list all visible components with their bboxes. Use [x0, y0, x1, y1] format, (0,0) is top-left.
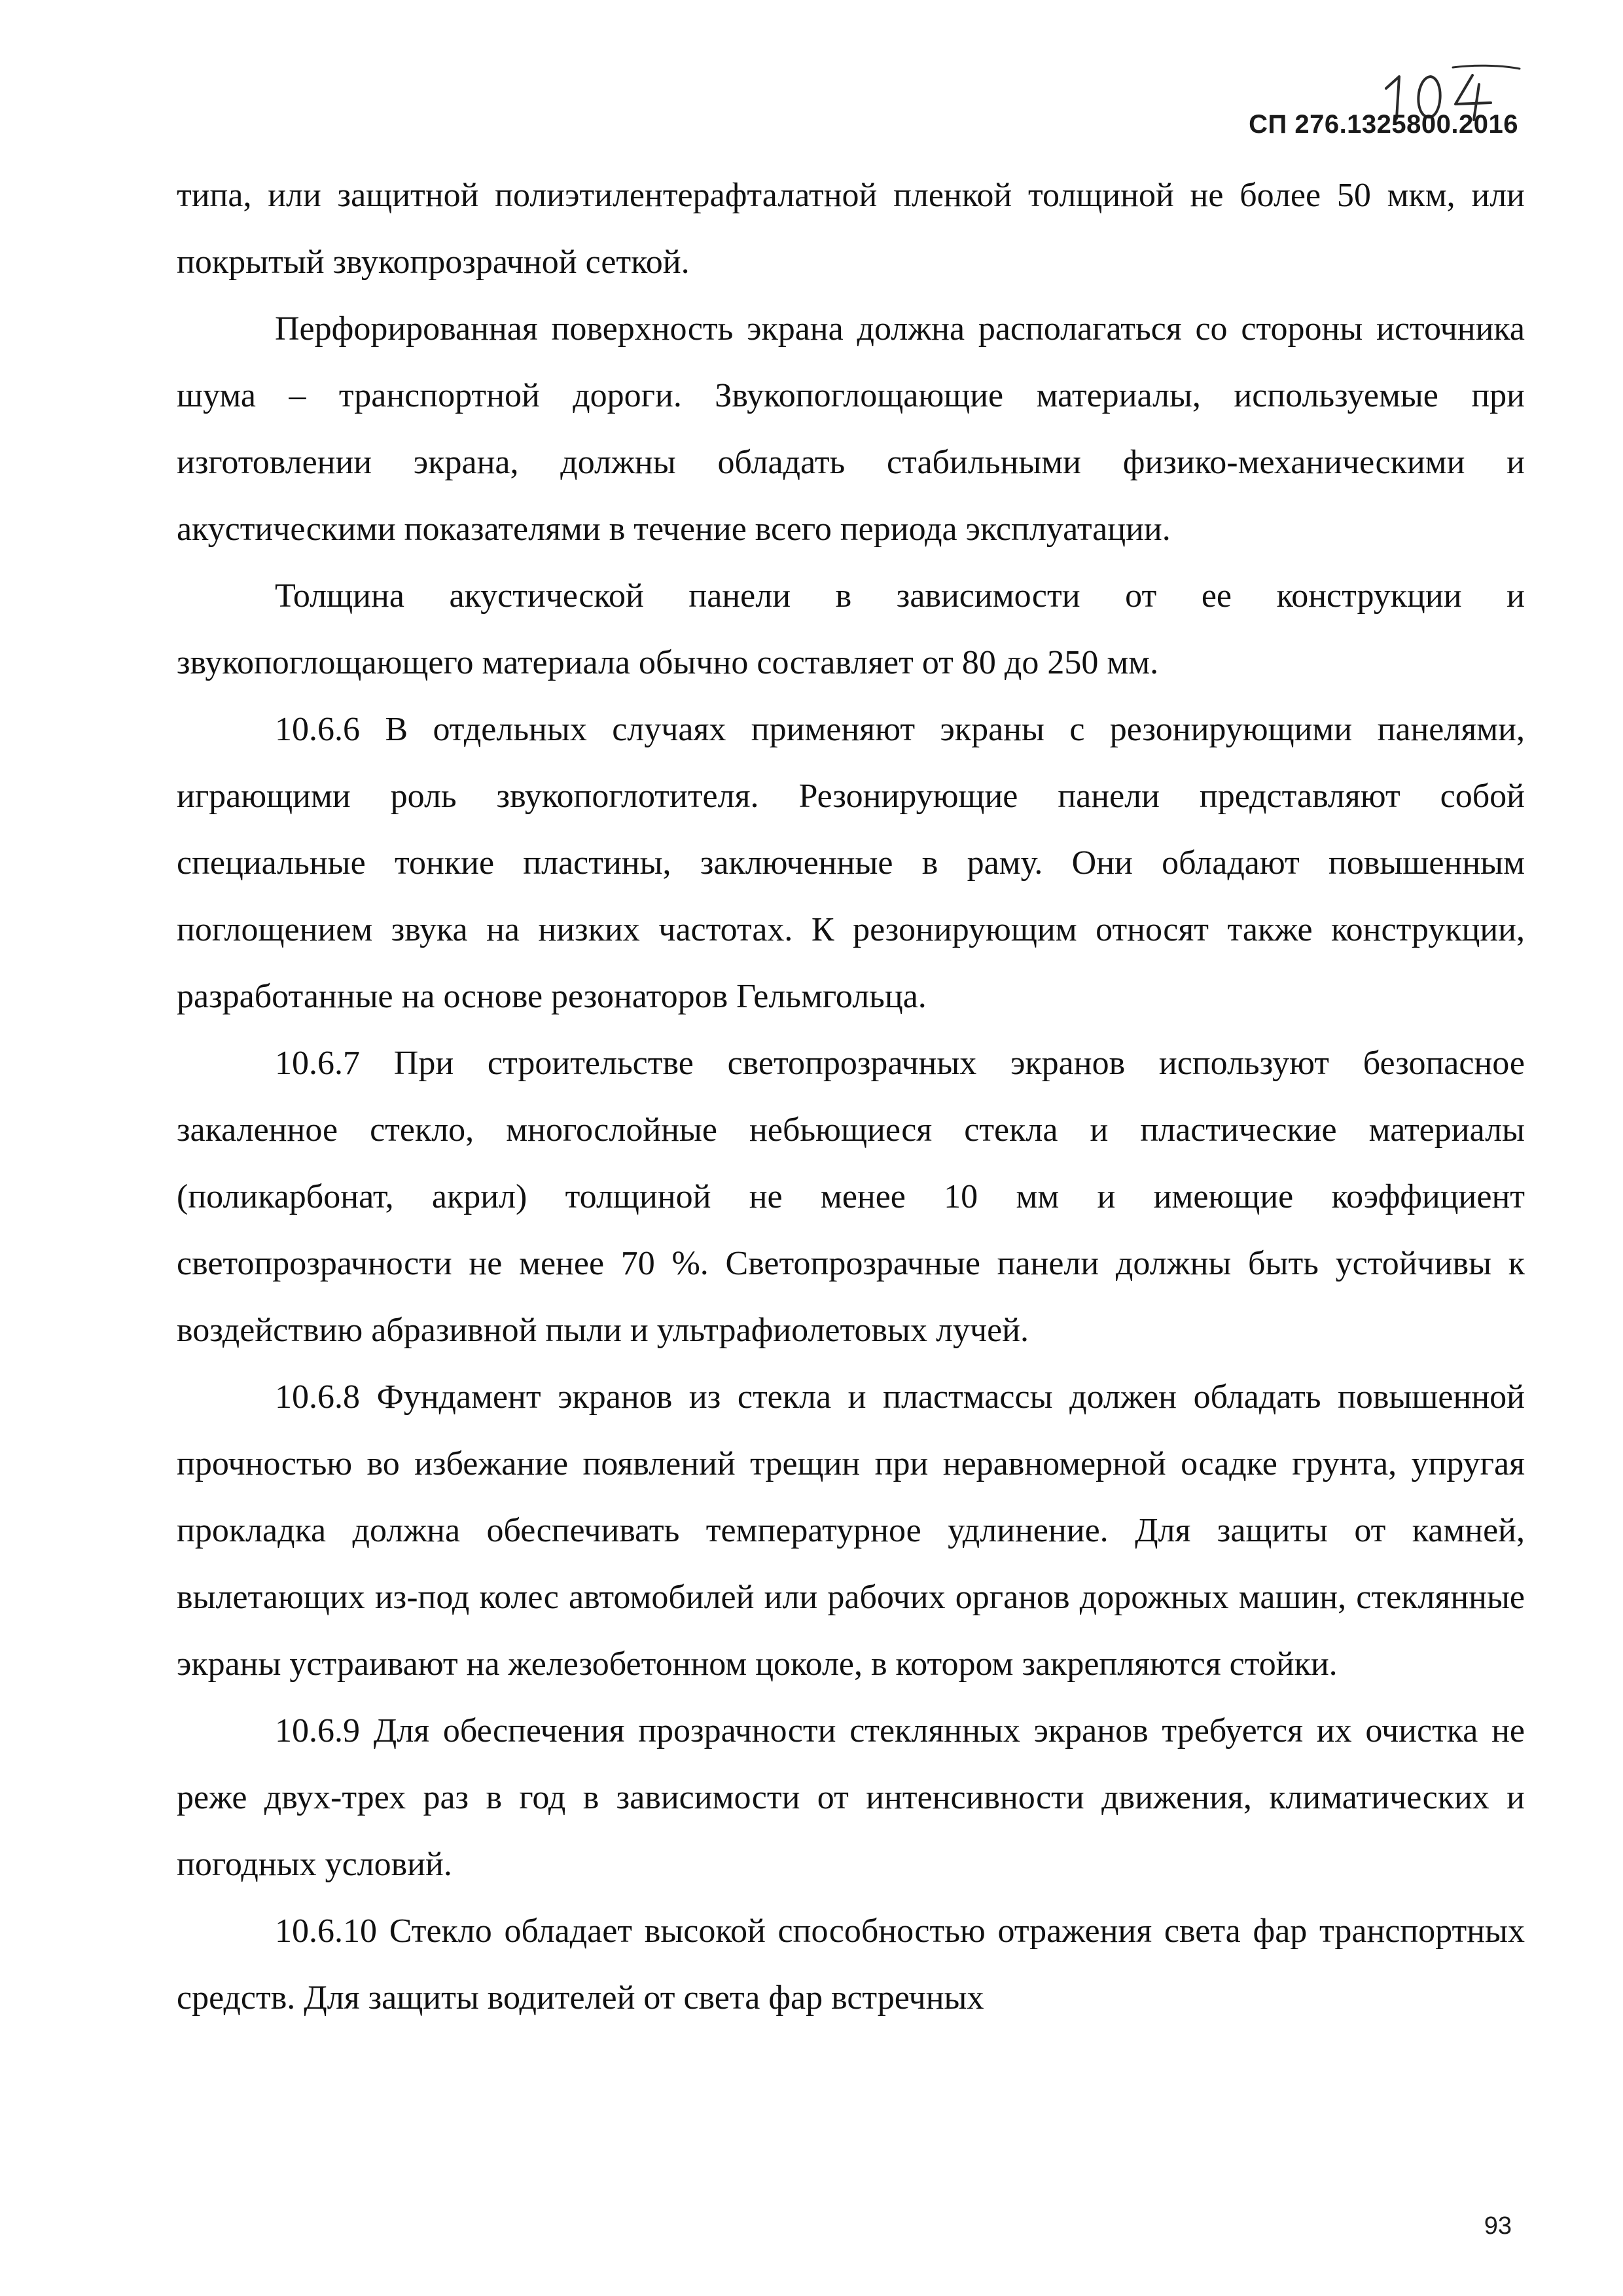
paragraph: 10.6.10 Стекло обладает высокой способностью отражения света фар транспортных средств. Для защиты водителей от света фар встречных: [177, 1912, 1525, 2017]
paragraph: Перфорированная поверхность экрана должна располагаться со стороны источника шума – транспортной дороги. Звукопоглощающие материалы, используемые при изготовлении экрана, должны обладать стабильными физико-механическими и акустическими показателями в течение всего периода эксплуатации.: [177, 310, 1525, 548]
page-number: 93: [1484, 2212, 1512, 2240]
paragraph: типа, или защитной полиэтилентерафталатной пленкой толщиной не более 50 мкм, или покрытый звукопрозрачной сеткой.: [177, 177, 1525, 281]
paragraph: 10.6.8 Фундамент экранов из стекла и пластмассы должен обладать повышенной прочностью во избежание появлений трещин при неравномерной осадке грунта, упругая прокладка должна обеспечивать температурное удлинение. Для защиты от камней, вылетающих из-под колес автомобилей или рабочих органов дорожных машин, стеклянные экраны устраивают на железобетонном цоколе, в котором закрепляются стойки.: [177, 1378, 1525, 1683]
paragraph: Толщина акустической панели в зависимости от ее конструкции и звукопоглощающего материала обычно составляет от 80 до 250 мм.: [177, 577, 1525, 681]
paragraph: 10.6.7 При строительстве светопрозрачных экранов используют безопасное закаленное стекло, многослойные небьющиеся стекла и пластические материалы (поликарбонат, акрил) толщиной не менее 10 мм и имеющие коэффициент светопрозрачности не менее 70 %. Светопрозрачные панели должны быть устойчивы к воздействию абразивной пыли и ультрафиолетовых лучей.: [177, 1045, 1525, 1349]
paragraph: 10.6.6 В отдельных случаях применяют экраны с резонирующими панелями, играющими роль звукопоглотителя. Резонирующие панели представляют собой специальные тонкие пластины, заключенные в раму. Они обладают повышенным поглощением звука на низких частотах. К резонирующим относят также конструкции, разработанные на основе резонаторов Гельмгольца.: [177, 711, 1525, 1015]
document-code: СП 276.1325800.2016: [1249, 110, 1518, 139]
paragraph: 10.6.9 Для обеспечения прозрачности стеклянных экранов требуется их очистка не реже двух-трех раз в год в зависимости от интенсивности движения, климатических и погодных условий.: [177, 1712, 1525, 1883]
body-text: [177, 162, 1525, 2032]
